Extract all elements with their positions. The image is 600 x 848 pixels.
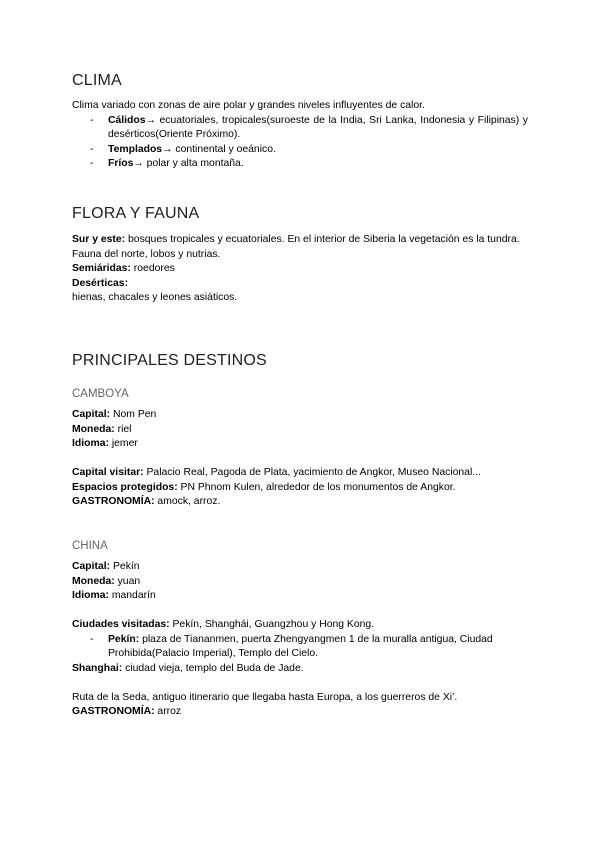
flora-deserticas-label: Desérticas:: [72, 277, 129, 289]
china-capital: Capital: Pekín: [72, 561, 140, 572]
clima-bullet-calidos: - Cálidos→ ecuatoriales, tropicales(suroeste de la India, Sri Lanka, Indonesia y Filipinas) y desérticos(Oriente Próximo).: [90, 114, 528, 140]
clima-bullet-templados: - Templados→ continental y oeánico.: [90, 143, 276, 155]
flora-heading: FLORA Y FAUNA: [72, 205, 200, 222]
camboya-espacios: Espacios protegidos: PN Phnom Kulen, alrededor de los monumentos de Angkor.: [72, 481, 456, 493]
camboya-moneda: Moneda: riel: [72, 423, 132, 435]
china-moneda: Moneda: yuan: [72, 575, 141, 587]
camboya-capital: Capital: Nom Pen: [72, 409, 157, 420]
china-heading: CHINA: [72, 540, 108, 552]
china-ciudades: Ciudades visitadas: Pekín, Shanghái, Guangzhou y Hong Kong.: [72, 619, 375, 630]
flora-deserticas-text: hienas, chacales y leones asiáticos.: [72, 292, 238, 303]
flora-section: [72, 233, 528, 306]
flora-sur-este: Sur y este: bosques tropicales y ecuatoriales. En el interior de Siberia la vegetación es la tundra.: [72, 234, 520, 245]
spacer: [72, 452, 528, 467]
china-shanghai: Shanghai: ciudad vieja, templo del Buda de Jade.: [72, 662, 304, 674]
camboya-visitar: Capital visitar: Palacio Real, Pagoda de Plata, yacimiento de Angkor, Museo Nacional...: [72, 467, 481, 478]
camboya-section: [72, 408, 528, 510]
china-idioma: Idioma: mandarín: [72, 590, 156, 601]
clima-intro: Clima variado con zonas de aire polar y grandes niveles influyentes de calor.: [72, 100, 425, 111]
china-ruta-seda: Ruta de la Seda, antiguo itinerario que llegaba hasta Europa, a los guerreros de Xi’.: [72, 691, 458, 703]
flora-fauna-norte: Fauna del norte, lobos y nutrias.: [72, 248, 221, 260]
clima-heading: CLIMA: [72, 72, 122, 89]
destinos-heading: PRINCIPALES DESTINOS: [72, 352, 267, 369]
china-section: [72, 560, 528, 720]
spacer: [72, 676, 528, 691]
flora-semiaridas: Semiáridas: roedores: [72, 263, 175, 274]
clima-bullet-frios: - Fríos→ polar y alta montaña.: [90, 158, 244, 169]
camboya-gastronomia: GASTRONOMÍA: amock, arroz.: [72, 496, 221, 507]
camboya-heading: CAMBOYA: [72, 388, 129, 400]
camboya-idioma: Idioma: jemer: [72, 438, 138, 449]
china-gastronomia: GASTRONOMÍA: arroz: [72, 706, 182, 717]
china-pekin-bullet: - Pekín: plaza de Tiananmen, puerta Zhengyangmen 1 de la muralla antigua, Ciudad Prohibida(Palacio Imperial), Templo del Cielo.: [90, 633, 493, 659]
spacer: [72, 604, 528, 619]
clima-section: [72, 99, 528, 172]
